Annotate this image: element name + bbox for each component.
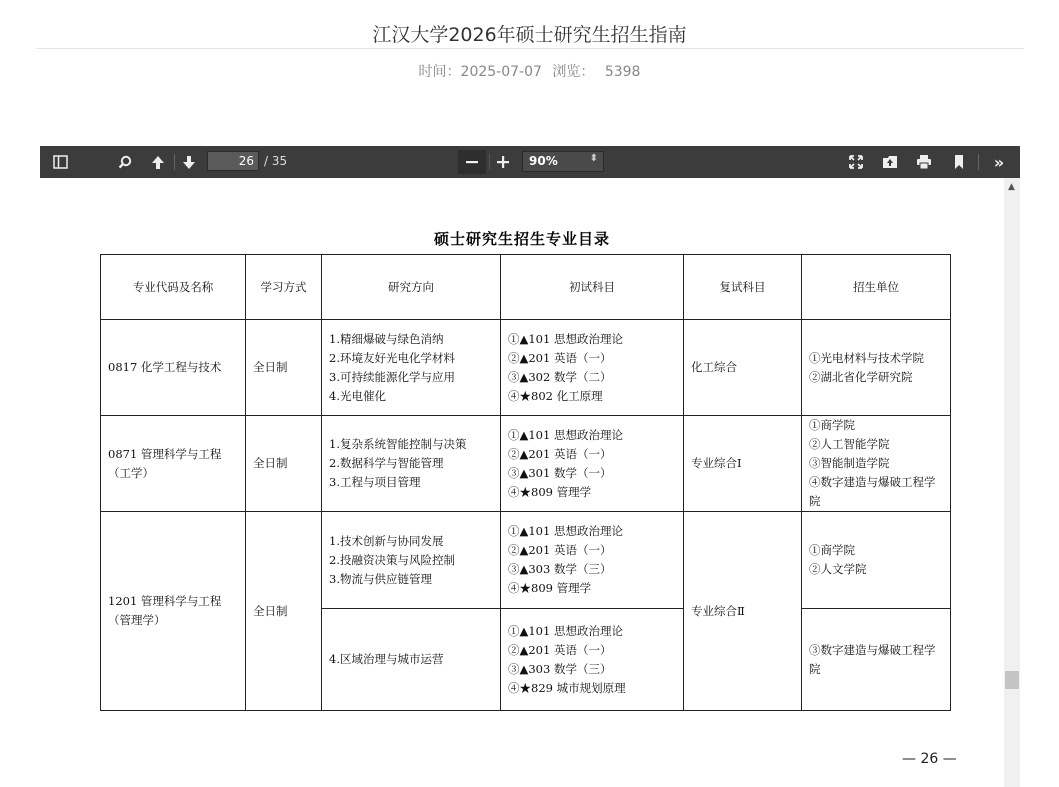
retest-cell: 专业综合Ⅰ [684,416,802,512]
exam-item: ③▲303 数学（三） [508,562,612,576]
exam-item: ④★809 管理学 [508,581,592,595]
directions-cell [322,609,501,711]
print-icon[interactable] [911,150,937,174]
table-row [101,512,951,609]
exam-item: ③▲301 数学（一） [508,465,612,480]
exam-item: ②▲201 英语（一） [508,543,612,557]
table-row [101,416,951,512]
column-header: 招生单位 [802,255,951,320]
publish-time: 时间：2025-07-07 [418,64,542,80]
unit-item: ③智能制造学院 [809,456,890,470]
exam-item: ①▲101 思想政治理论 [508,623,623,638]
units-cell [802,320,951,416]
direction-item: 1.精细爆破与绿色消纳 [329,331,444,346]
open-file-icon[interactable] [877,150,903,174]
document-heading: 硕士研究生招生专业目录 [433,230,610,248]
sidebar-toggle-icon[interactable] [47,150,73,174]
unit-item: ②湖北省化学研究院 [809,369,913,384]
views-count: 5398 [604,64,641,80]
direction-item: 3.工程与项目管理 [329,475,421,489]
page-number-input[interactable] [207,151,259,171]
exams-cell [501,416,684,512]
column-header: 学习方式 [246,255,322,320]
direction-item: 4.光电催化 [329,388,386,403]
page-title: 江汉大学2026年硕士研究生招生指南 [372,24,687,46]
views-label: 浏览： [552,64,595,80]
pdf-viewer [40,178,1004,787]
exam-item: ③▲303 数学（三） [508,661,612,676]
bookmark-icon[interactable] [946,150,972,174]
major-cell: 0817 化学工程与技术 [101,320,246,416]
toolbar-separator [174,154,175,170]
exam-item: ④★802 化工原理 [508,388,603,403]
unit-item: ②人文学院 [809,562,867,576]
mode-cell: 全日制 [246,320,322,416]
unit-item: ③数字建造与爆破工程学院 [809,642,936,676]
page-number-footer: — 26 — [902,751,957,767]
exam-item: ④★829 城市规划原理 [508,680,626,695]
directions-cell [322,416,501,512]
column-header: 初试科目 [501,255,684,320]
viewer-scrollbar[interactable] [1004,178,1020,787]
zoom-value: 90% [529,154,558,168]
zoom-in-icon[interactable] [490,150,516,174]
presentation-mode-icon[interactable] [843,150,869,174]
total-pages-label: / 35 [264,154,288,168]
direction-item: 4.区域治理与城市运营 [329,652,444,666]
exam-item: ②▲201 英语（一） [508,642,612,657]
direction-item: 2.数据科学与智能管理 [329,456,444,470]
units-cell [802,512,951,609]
direction-item: 2.投融资决策与风险控制 [329,552,455,567]
toolbar-separator [978,154,979,170]
article-meta [0,61,1059,81]
unit-item: ②人工智能学院 [809,437,890,451]
column-header: 复试科目 [684,255,802,320]
mode-cell: 全日制 [246,512,322,711]
program-table [100,254,951,711]
direction-item: 1.技术创新与协同发展 [329,533,444,548]
exams-cell [501,320,684,416]
major-cell [101,416,246,512]
search-icon[interactable] [112,150,138,174]
table-header-row [101,255,951,320]
next-page-icon[interactable] [176,150,202,174]
chevron-updown-icon: ⬍ [589,153,598,164]
major-text: 1201 管理科学与工程（管理学） [108,594,222,627]
units-cell [802,609,951,711]
pdf-toolbar [40,146,1020,179]
units-cell [802,416,951,512]
unit-item: ①光电材料与技术学院 [809,350,924,365]
mode-cell: 全日制 [246,416,322,512]
scrollbar-thumb[interactable] [1005,671,1019,689]
title-divider [36,48,1024,49]
directions-cell [322,512,501,609]
zoom-select[interactable] [522,151,604,172]
column-header: 研究方向 [322,255,501,320]
exam-item: ①▲101 思想政治理论 [508,427,623,442]
table-row [101,320,951,416]
exam-item: ①▲101 思想政治理论 [508,331,623,346]
major-text: 0871 管理科学与工程（工学） [108,446,222,480]
tools-menu-icon[interactable]: » [993,152,1005,172]
unit-item: ④数字建造与爆破工程学院 [809,475,936,508]
retest-cell: 专业综合Ⅱ [684,512,802,711]
unit-item: ①商学院 [809,418,855,432]
exams-cell [501,512,684,609]
column-header: 专业代码及名称 [101,255,246,320]
major-cell [101,512,246,711]
exams-cell [501,609,684,711]
direction-item: 3.可持续能源化学与应用 [329,369,455,384]
unit-item: ①商学院 [809,543,855,557]
previous-page-icon[interactable] [145,150,171,174]
exam-item: ②▲201 英语（一） [508,446,612,461]
retest-cell: 化工综合 [684,320,802,416]
direction-item: 1.复杂系统智能控制与决策 [329,437,467,451]
zoom-out-icon[interactable] [458,150,486,174]
directions-cell [322,320,501,416]
scroll-up-arrow-icon[interactable]: ▲ [1008,182,1015,192]
exam-item: ②▲201 英语（一） [508,350,612,365]
exam-item: ③▲302 数学（二） [508,369,612,384]
exam-item: ①▲101 思想政治理论 [508,524,623,538]
direction-item: 2.环境友好光电化学材料 [329,350,455,365]
direction-item: 3.物流与供应链管理 [329,571,432,586]
exam-item: ④★809 管理学 [508,484,592,499]
